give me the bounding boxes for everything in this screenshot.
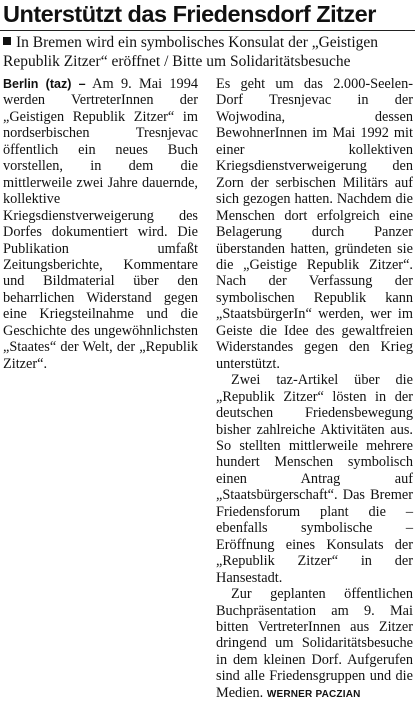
bullet-square-icon — [3, 37, 11, 45]
article-column-2 — [216, 76, 413, 703]
subheadline-text: In Bremen wird ein symbolisches Konsulat der „Geistigen Republik Zitzer“ eröffnet / Bitte um Solidaritätsbesuche — [3, 34, 379, 70]
body-paragraph-2: Zwei taz-Artikel über die „Republik Zitzer“ lösten in der deutschen Friedensbewegung bisher zahlreiche Aktivitäten aus. So stellten mittlerweile mehrere hundert Menschen symbolisch einen Antrag auf „Staatsbürgerschaft“. Das Bremer Friedensforum plant die – ebenfalls symbolische – Eröffnung eines Konsulats der „Republik Zitzer“ in der Hansestadt. — [216, 372, 413, 586]
subheadline — [3, 33, 413, 71]
lead-paragraph — [3, 76, 198, 372]
article-column-1 — [3, 76, 198, 372]
body-paragraph-3 — [216, 586, 413, 703]
dateline: Berlin (taz) – — [3, 77, 86, 91]
body-paragraph-1: Es geht um das 2.000-Seelen-Dorf Tresnjevac in der Wojwodina, dessen BewohnerInnen im Mai 1992 mit einer kollektiven Kriegsdienstverweigerung den Zorn der serbischen Militärs auf sich gezogen hatten. Nachdem die Menschen dort erfolgreich eine Belagerung durch Panzer überstanden hatten, gründeten sie die „Geistige Republik Zitzer“. Nach der Verfassung der symbolischen Republik kann „StaatsbürgerIn“ werden, wer im Geiste die Idee des gewaltfreien Widerstandes gegen den Krieg unterstützt. — [216, 76, 413, 372]
body-paragraph-3-text: Zur geplanten öffentlichen Buchpräsentation am 9. Mai bitten VertreterInnen aus Zitzer dringend um Solidaritätsbesuche in dem kleinen Dorf. Aufgerufen sind alle Friedensgruppen und die Medien. — [216, 586, 413, 701]
author-byline: WERNER PACZIAN — [266, 688, 361, 700]
headline-rule — [0, 30, 415, 31]
lead-text: Am 9. Mai 1994 werden VertreterInnen der „Geistigen Republik Zitzer“ im nordserbischen Tresnjevac öffentlich ein neues Buch vorstellen, in dem die mittlerweile zwei Jahre dauernde, kollektive Kriegsdienstverweigerung des Dorfes dokumentiert wird. Die Publikation umfaßt Zeitungsberichte, Kommentare und Bildmaterial über den beharrlichen Widerstand gegen eine Kriegsteilnahme und die Geschichte des ungewöhnlichsten „Staates“ der Welt, der „Republik Zitzer“. — [3, 76, 199, 372]
headline: Unterstützt das Friedensdorf Zitzer — [3, 1, 376, 27]
